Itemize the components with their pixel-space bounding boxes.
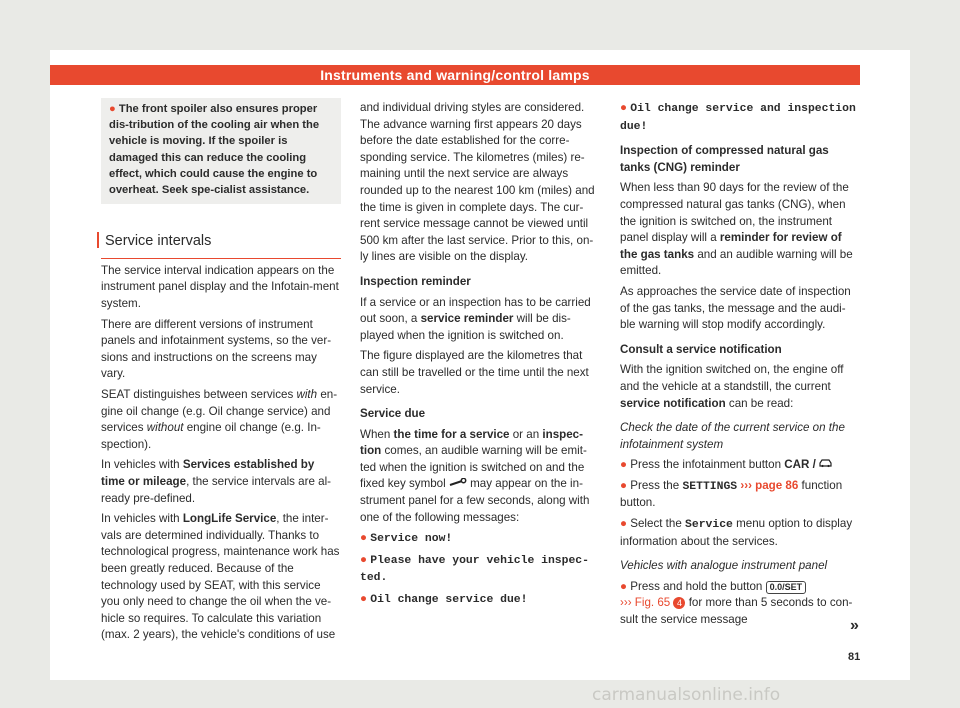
set-button-key: 0.0/SET — [766, 581, 807, 594]
paragraph — [360, 295, 600, 345]
text: Oil change service and inspection due! — [620, 103, 856, 133]
chapter-header: Instruments and warning/control lamps — [50, 65, 860, 85]
text: service reminder — [420, 312, 514, 326]
bullet-icon: ● — [620, 517, 631, 531]
column-1 — [101, 98, 341, 648]
bullet-icon: ● — [360, 531, 371, 545]
message-item — [360, 530, 600, 548]
car-button-label: CAR — [784, 458, 810, 472]
service-menu-label: Service — [685, 519, 733, 532]
paragraph — [101, 457, 341, 507]
message-item — [620, 100, 860, 135]
bullet-icon: ● — [360, 552, 371, 566]
text: With the ignition switched on, the engine off and the vehicle at a standstill, the current — [620, 363, 844, 393]
subheading: Inspection of compressed natural gas tanks (CNG) reminder — [620, 144, 829, 174]
paragraph: The figure displayed are the kilometres that can still be travelled or the time until the next service. — [360, 349, 589, 396]
text: Services established by time or mileage — [101, 458, 315, 488]
text: Press and hold the button — [630, 579, 766, 593]
text: , the inter-vals are determined individually. Thanks to technological progress, maintenance work has been greatly reduced. Because of the technology used by SEAT, with this service you only need to change the oil when the ve-hicle so requires. To calculate this variation (max. 2 years), the vehicle's conditions of use — [101, 512, 340, 642]
settings-button-label: SETTINGS — [682, 480, 738, 493]
text: comes, an audible warning will be emit-ted when the ignition is switched on and the fixed key symbol — [360, 444, 587, 491]
text: In vehicles with — [101, 458, 183, 472]
text: may appear on the in-strument panel for a few seconds, along with one of the following messages: — [360, 477, 590, 524]
step-item — [620, 478, 860, 512]
text: can be read: — [725, 396, 794, 410]
step-item — [620, 457, 860, 474]
text: SEAT distinguishes between services — [101, 387, 297, 401]
message-item — [360, 591, 600, 609]
text: engine oil change (e.g. In-spection). — [101, 421, 321, 451]
text: function button. — [620, 478, 843, 510]
note-box — [101, 98, 341, 204]
subheading: Consult a service notification — [620, 342, 782, 356]
italic-subheading: Check the date of the current service on the infotainment system — [620, 421, 845, 451]
text: / — [809, 458, 820, 472]
figure-reference-link[interactable]: ››› Fig. 65 — [620, 596, 674, 610]
bullet-icon: ● — [109, 103, 119, 115]
text: inspec-tion — [360, 427, 583, 458]
text: or an — [509, 427, 543, 441]
paragraph: and individual driving styles are considered. The advance warning first appears 20 days before the date established for the corre-sponding service. The kilometres (miles) re-maining until the next service are always rounded up to the nearest 100 km (miles) and the time is given in complete days. The cur-rent service message cannot be viewed until 500 km after the last service. Prior to this, on-ly lines are visible on the display. — [360, 101, 595, 264]
step-item — [620, 516, 860, 550]
bullet-icon: ● — [620, 478, 631, 492]
bullet-icon: ● — [360, 592, 371, 606]
column-3 — [620, 100, 860, 633]
paragraph — [101, 387, 341, 453]
car-icon — [819, 458, 832, 471]
step-item — [620, 579, 860, 629]
text: for more than 5 seconds to con-sult the service message — [620, 596, 853, 627]
paragraph — [101, 511, 341, 644]
watermark: carmanualsonline.info — [592, 685, 781, 705]
bullet-icon: ● — [620, 579, 631, 593]
text: reminder for review of the gas tanks — [620, 231, 842, 261]
paragraph: There are different versions of instrument panels and infotainment systems, so the ver-sions and instructions on the screens may vary. — [101, 317, 332, 381]
text: LongLife Service — [182, 512, 277, 526]
text: en-gine oil change (e.g. Oil change service) and services — [101, 387, 338, 435]
text: Select the — [630, 517, 686, 531]
wrench-icon — [449, 477, 467, 490]
text: If a service or an inspection has to be carried out soon, a — [360, 295, 591, 326]
text: with — [296, 387, 318, 401]
note-text: The front spoiler also ensures proper dis-tribution of the cooling air when the vehicle is moving. If the spoiler is damaged this can reduce the cooling effect, which could cause the engine to overheat. Seek spe-cialist assistance. — [109, 103, 320, 197]
text: Press the — [630, 478, 683, 492]
text: and an audible warning will be emitted. — [620, 247, 853, 278]
italic-subheading: Vehicles with analogue instrument panel — [620, 559, 828, 573]
page-reference-link[interactable]: ››› page 86 — [737, 478, 799, 492]
column-2 — [360, 100, 600, 613]
bullet-icon: ● — [620, 458, 631, 472]
paragraph — [360, 427, 600, 527]
text: When — [360, 427, 394, 441]
subheading: Inspection reminder — [360, 274, 471, 288]
paragraph: As approaches the service date of inspection of the gas tanks, the message and the audi-ble warning will stop modify accordingly. — [620, 284, 851, 332]
paragraph — [620, 362, 860, 412]
heading-bar-icon — [97, 232, 99, 248]
text: When less than 90 days for the review of the compressed natural gas tanks (CNG), when the ignition is switched on, the instrument panel display will a — [620, 181, 849, 245]
text: will be dis-played when the ignition is switched on. — [360, 312, 571, 342]
page-number: 81 — [848, 651, 861, 663]
message-item — [360, 552, 600, 587]
paragraph: The service interval indication appears on the instrument panel display and the Infotain-ment system. — [101, 263, 339, 310]
text: the time for a service — [393, 427, 510, 441]
text: , the service intervals are al-ready pre-defined. — [101, 474, 332, 505]
bullet-icon: ● — [620, 101, 631, 114]
section-heading — [101, 232, 341, 259]
text: menu option to display information about the services. — [620, 517, 853, 548]
text: In vehicles with — [101, 512, 183, 526]
text: without — [146, 421, 184, 435]
text: service notification — [620, 396, 726, 410]
text: Service now! — [370, 533, 453, 546]
continue-mark: » — [850, 617, 859, 634]
callout-number: 4 — [673, 597, 685, 609]
section-heading-text: Service intervals — [105, 233, 212, 250]
text: Oil change service due! — [370, 594, 528, 607]
text: Press the infotainment button — [630, 458, 785, 472]
paragraph — [620, 180, 860, 280]
text: Please have your vehicle inspec-ted. — [360, 554, 589, 585]
subheading: Service due — [360, 407, 426, 421]
